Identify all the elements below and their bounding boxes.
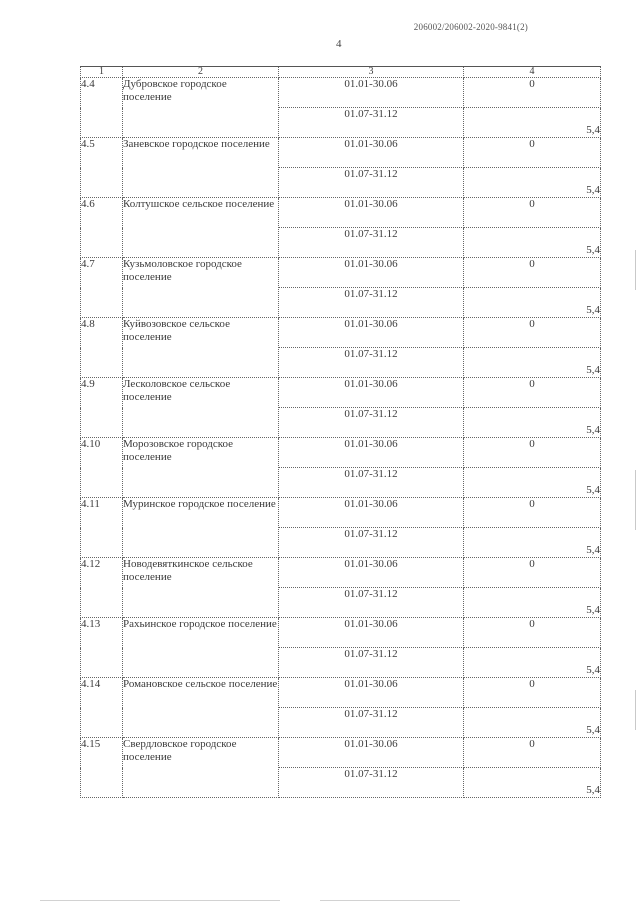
- row-number: 4.5: [81, 138, 123, 198]
- value-first-half: 0: [464, 438, 601, 468]
- period-first-half: 01.01-30.06: [279, 738, 464, 768]
- scan-bottom-mark: [320, 900, 460, 901]
- period-second-half: 01.07-31.12: [279, 288, 464, 318]
- value-first-half: 0: [464, 558, 601, 588]
- value-second-half: 5,4: [464, 528, 601, 558]
- row-number: 4.12: [81, 558, 123, 618]
- period-second-half: 01.07-31.12: [279, 348, 464, 378]
- value-second-half: 5,4: [464, 168, 601, 198]
- value-second-half: 5,4: [464, 468, 601, 498]
- value-first-half: 0: [464, 138, 601, 168]
- column-header-4: 4: [464, 67, 601, 78]
- table-row: [81, 498, 601, 528]
- column-header-1: 1: [81, 67, 123, 78]
- settlement-name: Лесколовское сельское поселение: [123, 378, 279, 438]
- period-first-half: 01.01-30.06: [279, 258, 464, 288]
- period-first-half: 01.01-30.06: [279, 678, 464, 708]
- table-header: [81, 67, 601, 78]
- value-first-half: 0: [464, 318, 601, 348]
- value-first-half: 0: [464, 198, 601, 228]
- scan-edge-mark: [635, 690, 636, 730]
- value-first-half: 0: [464, 678, 601, 708]
- table-row: [81, 558, 601, 588]
- period-second-half: 01.07-31.12: [279, 588, 464, 618]
- row-number: 4.8: [81, 318, 123, 378]
- period-second-half: 01.07-31.12: [279, 168, 464, 198]
- value-second-half: 5,4: [464, 288, 601, 318]
- column-number-row: [81, 67, 601, 78]
- row-number: 4.9: [81, 378, 123, 438]
- page-number: 4: [336, 38, 342, 50]
- value-second-half: 5,4: [464, 768, 601, 798]
- period-second-half: 01.07-31.12: [279, 408, 464, 438]
- row-number: 4.10: [81, 438, 123, 498]
- value-first-half: 0: [464, 378, 601, 408]
- tariff-table: [80, 66, 601, 798]
- period-first-half: 01.01-30.06: [279, 378, 464, 408]
- table-row: [81, 318, 601, 348]
- table-row: [81, 738, 601, 768]
- period-first-half: 01.01-30.06: [279, 438, 464, 468]
- scan-bottom-mark: [40, 900, 280, 901]
- period-second-half: 01.07-31.12: [279, 648, 464, 678]
- period-second-half: 01.07-31.12: [279, 228, 464, 258]
- row-number: 4.15: [81, 738, 123, 798]
- settlement-name: Романовское сельское поселение: [123, 678, 279, 738]
- row-number: 4.6: [81, 198, 123, 258]
- period-first-half: 01.01-30.06: [279, 618, 464, 648]
- table-row: [81, 138, 601, 168]
- table-row: [81, 378, 601, 408]
- settlement-name: Новодевяткинское сельское поселение: [123, 558, 279, 618]
- table-body: [81, 78, 601, 798]
- period-first-half: 01.01-30.06: [279, 198, 464, 228]
- row-number: 4.11: [81, 498, 123, 558]
- settlement-name: Куйвозовское сельское поселение: [123, 318, 279, 378]
- period-second-half: 01.07-31.12: [279, 708, 464, 738]
- period-first-half: 01.01-30.06: [279, 318, 464, 348]
- row-number: 4.14: [81, 678, 123, 738]
- settlement-name: Рахьинское городское поселение: [123, 618, 279, 678]
- scan-edge-mark: [635, 250, 636, 290]
- document-registration-number: 206002/206002-2020-9841(2): [413, 22, 528, 32]
- period-first-half: 01.01-30.06: [279, 558, 464, 588]
- row-number: 4.7: [81, 258, 123, 318]
- period-second-half: 01.07-31.12: [279, 108, 464, 138]
- period-second-half: 01.07-31.12: [279, 468, 464, 498]
- value-first-half: 0: [464, 738, 601, 768]
- period-second-half: 01.07-31.12: [279, 528, 464, 558]
- period-first-half: 01.01-30.06: [279, 78, 464, 108]
- table-row: [81, 618, 601, 648]
- column-header-3: 3: [279, 67, 464, 78]
- settlement-name: Свердловское городское поселение: [123, 738, 279, 798]
- value-first-half: 0: [464, 618, 601, 648]
- table-row: [81, 198, 601, 228]
- scan-edge-mark: [635, 470, 636, 530]
- settlement-name: Муринское городское поселение: [123, 498, 279, 558]
- value-second-half: 5,4: [464, 708, 601, 738]
- row-number: 4.13: [81, 618, 123, 678]
- period-first-half: 01.01-30.06: [279, 138, 464, 168]
- value-second-half: 5,4: [464, 108, 601, 138]
- table-row: [81, 78, 601, 108]
- row-number: 4.4: [81, 78, 123, 138]
- settlement-name: Кузьмоловское городское поселение: [123, 258, 279, 318]
- table-row: [81, 678, 601, 708]
- period-second-half: 01.07-31.12: [279, 768, 464, 798]
- settlement-name: Дубровское городское поселение: [123, 78, 279, 138]
- column-header-2: 2: [123, 67, 279, 78]
- value-first-half: 0: [464, 498, 601, 528]
- value-second-half: 5,4: [464, 348, 601, 378]
- value-second-half: 5,4: [464, 588, 601, 618]
- table-row: [81, 438, 601, 468]
- value-second-half: 5,4: [464, 408, 601, 438]
- settlement-name: Морозовское городское поселение: [123, 438, 279, 498]
- value-second-half: 5,4: [464, 648, 601, 678]
- value-first-half: 0: [464, 78, 601, 108]
- period-first-half: 01.01-30.06: [279, 498, 464, 528]
- settlement-name: Заневское городское поселение: [123, 138, 279, 198]
- table-row: [81, 258, 601, 288]
- value-first-half: 0: [464, 258, 601, 288]
- value-second-half: 5,4: [464, 228, 601, 258]
- settlement-name: Колтушское сельское поселение: [123, 198, 279, 258]
